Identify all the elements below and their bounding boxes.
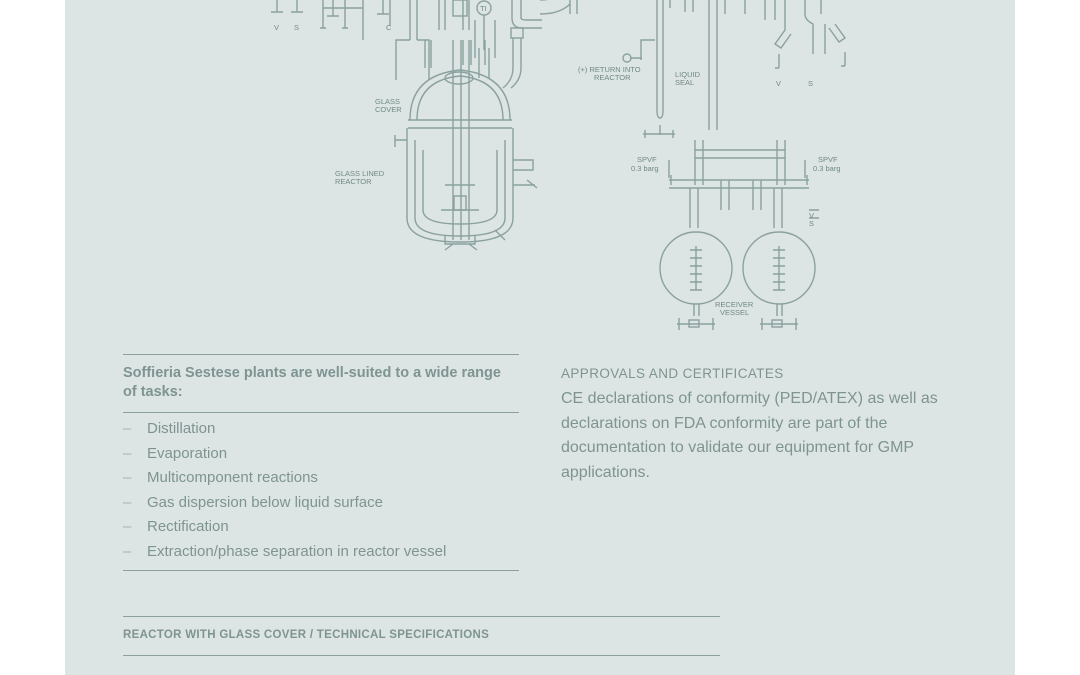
list-item: – Rectification xyxy=(123,515,446,540)
label-v-right-mid: V xyxy=(809,211,815,220)
reactor-schematic xyxy=(65,0,1015,340)
dash-bullet: – xyxy=(123,469,132,487)
label-return-2: REACTOR xyxy=(594,73,631,82)
label-v-left: V xyxy=(274,23,280,32)
tasks-bottom-rule xyxy=(123,570,519,571)
specs-title: REACTOR WITH GLASS COVER / TECHNICAL SPECIFICATIONS xyxy=(123,629,490,641)
label-glass-cover-1: GLASS xyxy=(375,97,401,106)
label-glass-lined-2: REACTOR xyxy=(335,177,372,186)
list-item: – Distillation xyxy=(123,417,446,442)
label-return-1: (+) RETURN INTO xyxy=(578,65,641,74)
label-spvf-right-2: 0.3 barg xyxy=(813,164,841,173)
label-spvf-left-2: 0.3 barg xyxy=(631,164,659,173)
list-item: – Extraction/phase separation in reactor vessel xyxy=(123,540,446,565)
label-receiver-1: RECEIVER xyxy=(715,300,754,309)
label-liquid-seal-2: SEAL xyxy=(675,78,695,87)
tasks-top-rule xyxy=(123,354,519,355)
schematic-drawing xyxy=(65,0,1015,340)
tasks-intro: Soffieria Sestese plants are well-suited to a wide range of tasks: xyxy=(123,365,501,400)
tasks-list xyxy=(123,417,446,565)
list-item: – Multicomponent reactions xyxy=(123,466,446,491)
label-spvf-right-1: SPVF xyxy=(818,155,838,164)
label-s-right-mid: S xyxy=(809,219,815,228)
label-v-right-top: V xyxy=(776,79,782,88)
content-panel xyxy=(65,0,1015,675)
label-c: C xyxy=(386,23,392,32)
certificates-body: CE declarations of conformity (PED/ATEX) as well as declarations on FDA conformity are part of the documentation to validate our equipment for GMP applications. xyxy=(561,390,938,481)
dash-bullet: – xyxy=(123,493,132,511)
label-s-left: S xyxy=(294,23,300,32)
certificates-heading: APPROVALS AND CERTIFICATES xyxy=(561,366,784,381)
label-spvf-left-1: SPVF xyxy=(637,155,657,164)
schematic-labels xyxy=(274,4,841,317)
label-glass-cover-2: COVER xyxy=(375,105,402,114)
label-liquid-seal-1: LIQUID xyxy=(675,70,701,79)
list-item: – Gas dispersion below liquid surface xyxy=(123,491,446,516)
label-ti: TI xyxy=(480,4,487,13)
tasks-divider xyxy=(123,412,519,413)
label-glass-lined-1: GLASS LINED xyxy=(335,169,385,178)
specs-bottom-rule xyxy=(123,655,720,656)
dash-bullet: – xyxy=(123,420,132,437)
dash-bullet: – xyxy=(123,518,132,536)
specs-top-rule xyxy=(123,616,720,617)
dash-bullet: – xyxy=(123,444,132,462)
label-receiver-2: VESSEL xyxy=(720,308,750,317)
dash-bullet: – xyxy=(123,542,132,560)
label-s-right-top: S xyxy=(808,79,814,88)
list-item: – Evaporation xyxy=(123,442,446,467)
